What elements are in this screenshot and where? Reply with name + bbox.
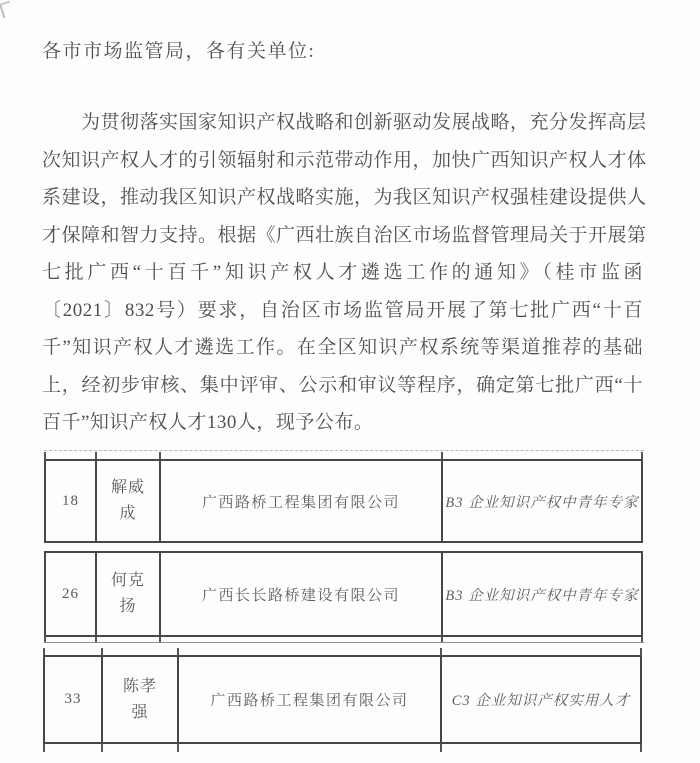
- table-crop-stub: [43, 744, 45, 752]
- table-crop-artifact-line: [44, 450, 644, 451]
- person-name-line1: 陈孝: [122, 677, 157, 695]
- paragraph-line: 次知识产权人才的引领辐射和示范带动作用，加快广西知识产权人才体: [42, 149, 647, 171]
- row-number: 18: [62, 492, 79, 509]
- table-crop-stub: [440, 648, 442, 655]
- paragraph-line: 上，经初步审核、集中评审、公示和审议等程序，确定第七批广西“十: [42, 374, 643, 396]
- table-crop-stub: [640, 648, 642, 655]
- table-cell-name: [103, 657, 179, 742]
- talent-category: B3 企业知识产权中青年专家: [445, 494, 639, 511]
- salutation-line: 各市市场监管局，各有关单位:: [42, 41, 316, 62]
- table-crop-stub: [640, 744, 642, 752]
- table-crop-artifact-line: [44, 642, 644, 643]
- row-number: 33: [64, 691, 82, 707]
- table-cell-number: [46, 553, 97, 635]
- table-crop-stub: [641, 452, 643, 459]
- table-row: [43, 655, 642, 744]
- person-name-line1: 解威: [110, 479, 145, 496]
- table-cell-company: [179, 657, 442, 742]
- table-cell-category: [443, 461, 641, 541]
- table-cell-company: [161, 553, 443, 635]
- person-name-line1: 何克: [110, 572, 145, 589]
- table-crop-stub: [177, 648, 179, 655]
- paragraph-line: 系建设，推动我区知识产权战略实施，为我区知识产权强桂建设提供人: [42, 187, 647, 208]
- paragraph-line: 百千”知识产权人才130人，现予公布。: [42, 412, 374, 433]
- table-crop-stub: [177, 744, 179, 752]
- table-crop-stub: [101, 744, 103, 752]
- person-name-line2: 成: [119, 505, 137, 522]
- table-crop-stub: [440, 744, 442, 752]
- table-cell-name: [97, 553, 161, 635]
- table-crop-stub: [441, 452, 443, 459]
- paragraph-line: 〔2021〕832号）要求，自治区市场监管局开展了第七批广西“十百: [42, 299, 643, 321]
- person-name-line2: 扬: [119, 598, 137, 615]
- table-cell-number: [46, 461, 97, 541]
- table-cell-category: [443, 553, 641, 635]
- table-cell-name: [97, 461, 161, 541]
- table-cell-company: [161, 461, 443, 541]
- table-row: [44, 551, 643, 637]
- table-crop-stub: [95, 452, 97, 459]
- talent-category: C3 企业知识产权实用人才: [451, 693, 631, 709]
- paragraph-line: 为贯彻落实国家知识产权战略和创新驱动发展战略，充分发挥高层: [81, 112, 647, 133]
- table-crop-stub: [43, 648, 45, 655]
- table-crop-stub: [159, 452, 161, 459]
- table-crop-stub: [101, 648, 103, 655]
- body-paragraph: [42, 104, 647, 442]
- talent-category: B3 企业知识产权中青年专家: [445, 587, 639, 604]
- table-row: [44, 459, 643, 543]
- company-name: 广西长长路桥建设有限公司: [201, 587, 400, 604]
- paragraph-line: 才保障和智力支持。根据《广西壮族自治区市场监督管理局关于开展第: [42, 224, 647, 246]
- scan-corner-artifact: [0, 1, 14, 19]
- paragraph-line: 千”知识产权人才遴选工作。在全区知识产权系统等渠道推荐的基础: [42, 337, 643, 358]
- table-crop-stub: [44, 452, 46, 459]
- table-cell-number: [45, 657, 103, 742]
- paragraph-line: 七批广西“十百千”知识产权人才遴选工作的通知》（桂市监函: [42, 262, 643, 283]
- company-name: 广西路桥工程集团有限公司: [201, 494, 400, 511]
- person-name-line2: 强: [131, 703, 149, 721]
- company-name: 广西路桥工程集团有限公司: [210, 693, 409, 709]
- row-number: 26: [62, 585, 79, 602]
- table-cell-category: [442, 657, 640, 742]
